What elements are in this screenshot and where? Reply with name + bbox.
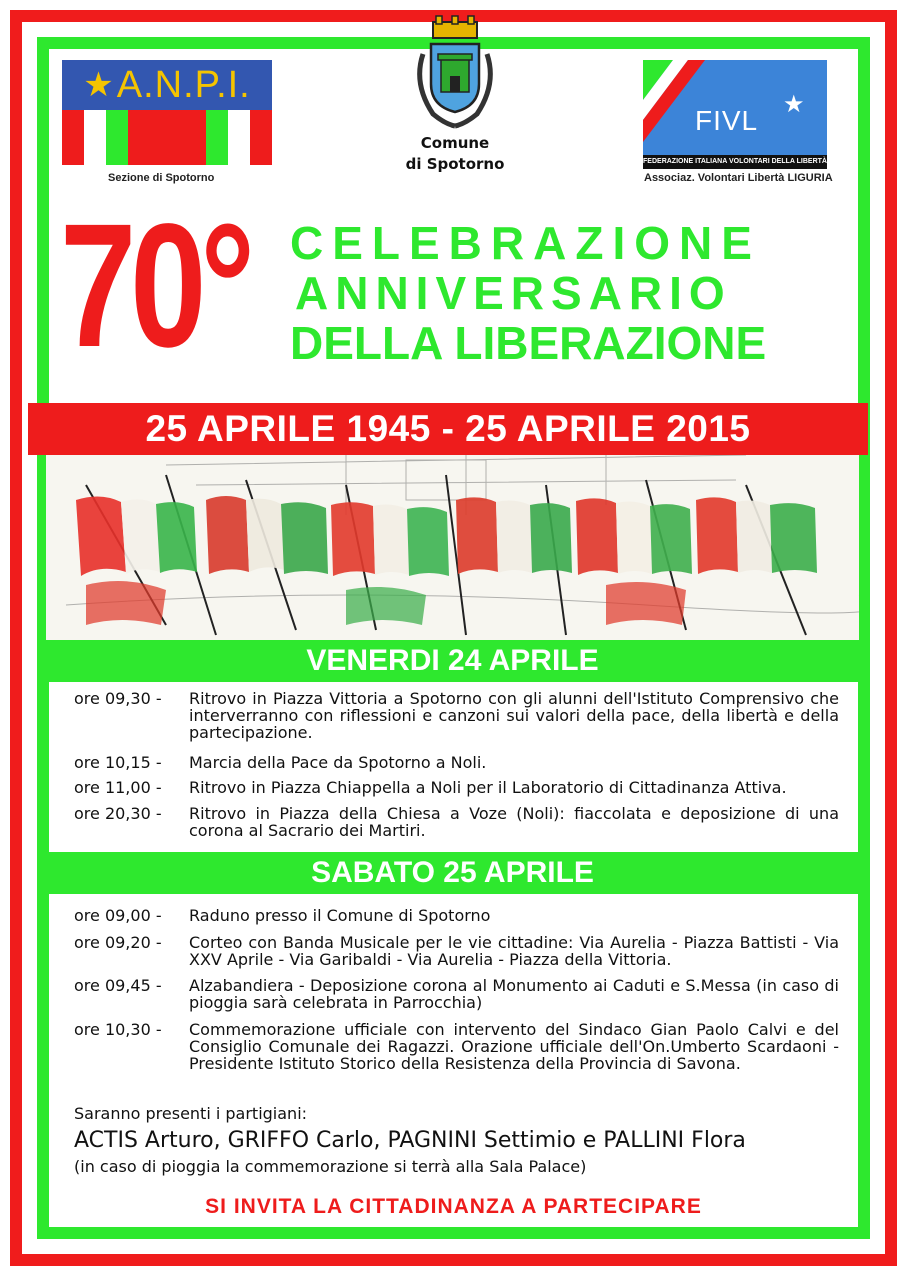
star-icon: ★ [83,66,115,104]
event-desc: Ritrovo in Piazza Vittoria a Spotorno con gli alunni dell'Istituto Comprensivo che interverranno con riflessioni e canzoni sui valori della pace, della libertà e della partecipazione. [189,689,839,742]
event-desc: Commemorazione ufficiale con intervento del Sindaco Gian Paolo Calvi e del Consiglio Comunale dei Ragazzi. Orazione ufficiale dell'On.Umberto Scardaoni - Presidente Istituto Storico della Resistenza della Provincia di Savona. [189,1020,839,1073]
anpi-label: A.N.P.I. [116,63,251,106]
rain-note: (in caso di pioggia la commemorazione si terrà alla Sala Palace) [74,1157,587,1176]
event-time: ore 20,30 - [74,804,162,823]
flags-illustration [46,455,859,640]
anniversary-number: 70° [60,188,249,384]
event-time: ore 09,00 - [74,906,162,925]
event-desc: Marcia della Pace da Spotorno a Noli. [189,753,487,772]
title-line-2: ANNIVERSARIO [295,267,732,319]
invitation-text: SI INVITA LA CITTADINANZA A PARTECIPARE [205,1195,702,1218]
fivl-label: FIVL [695,105,759,136]
comune-name-line1: Comune [420,134,490,152]
event-time: ore 10,15 - [74,753,162,772]
fivl-caption: Associaz. Volontari Libertà LIGURIA [644,172,833,184]
partisans-list: ACTIS Arturo, GRIFFO Carlo, PAGNINI Settimio e PALLINI Flora [74,1128,746,1153]
comune-name-line2: di Spotorno [405,155,505,173]
event-desc: Ritrovo in Piazza Chiappella a Noli per il Laboratorio di Cittadinanza Attiva. [189,778,787,797]
event-time: ore 09,30 - [74,689,162,708]
coat-of-arms-icon [405,14,505,132]
day-heading-friday: VENERDI 24 APRILE [46,640,859,682]
day-heading-saturday: SABATO 25 APRILE [46,852,859,894]
star-icon: ★ [783,90,805,118]
fivl-subline: FEDERAZIONE ITALIANA VOLONTARI DELLA LIBERTÀ [643,155,827,169]
present-label: Saranno presenti i partigiani: [74,1104,308,1123]
title-line-1: CELEBRAZIONE [290,217,761,269]
anpi-logo [62,60,272,165]
event-desc: Ritrovo in Piazza della Chiesa a Voze (Noli): fiaccolata e deposizione di una corona al Sacrario dei Martiri. [189,804,839,840]
anpi-caption: Sezione di Spotorno [108,172,215,184]
fivl-logo [643,60,827,170]
event-time: ore 09,45 - [74,976,162,995]
date-band: 25 APRILE 1945 - 25 APRILE 2015 [28,403,868,455]
event-time: ore 10,30 - [74,1020,162,1039]
event-time: ore 09,20 - [74,933,162,952]
event-desc: Alzabandiera - Deposizione corona al Monumento ai Caduti e S.Messa (in caso di pioggia sarà celebrata in Parrocchia) [189,976,839,1012]
event-time: ore 11,00 - [74,778,162,797]
title-line-3: DELLA LIBERAZIONE [290,317,767,369]
event-desc: Corteo con Banda Musicale per le vie cittadine: Via Aurelia - Piazza Battisti - Via XXV Aprile - Via Garibaldi - Via Aurelia - Piazza della Vittoria. [189,933,839,969]
event-desc: Raduno presso il Comune di Spotorno [189,906,491,925]
tricolor-flag-icon [62,110,272,165]
comune-logo [405,14,505,174]
